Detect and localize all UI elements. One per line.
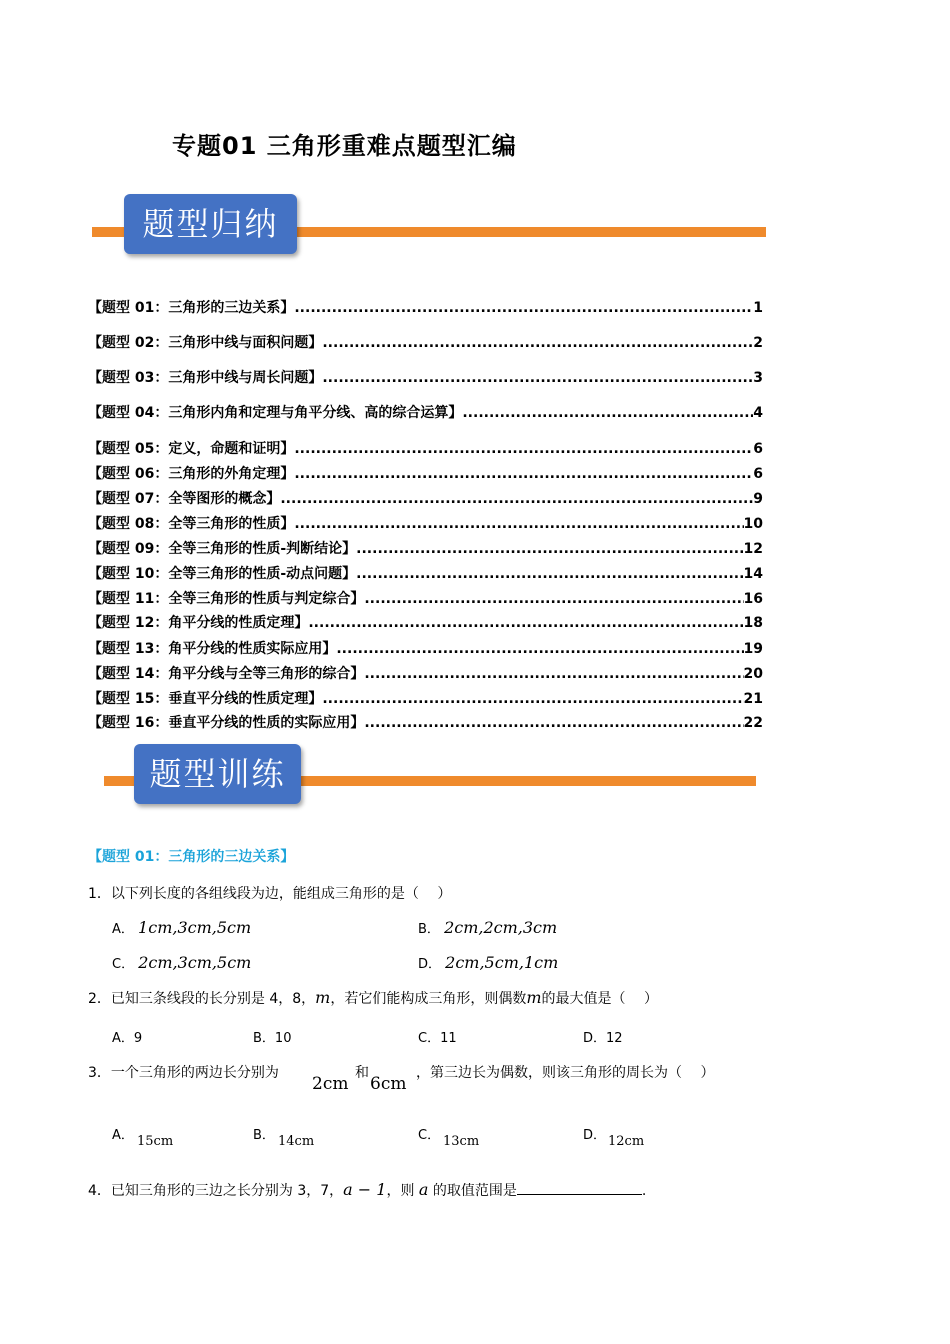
- toc-entry-label: 【题型 02：三角形中线与面积问题】: [88, 335, 323, 351]
- toc-leader-dots: [322, 691, 743, 707]
- stem-text: 的取值范围是: [428, 1183, 517, 1199]
- q1-option-a: [112, 918, 251, 937]
- toc-entry-label: 【题型 08：全等三角形的性质】: [88, 516, 295, 532]
- toc-entry-label: 【题型 06：三角形的外角定理】: [88, 466, 295, 482]
- toc-leader-dots: [322, 370, 753, 386]
- toc-entry[interactable]: [88, 438, 763, 458]
- q3-option-d: [583, 1124, 606, 1143]
- toc-entry-label: 【题型 04：三角形内角和定理与角平分线、高的综合运算】: [88, 405, 463, 421]
- variable-m: m: [526, 988, 542, 1007]
- variable-m: m: [315, 988, 331, 1007]
- q3-option-a: [112, 1124, 134, 1143]
- toc-entry[interactable]: [88, 663, 763, 683]
- toc-entry[interactable]: [88, 367, 763, 387]
- toc-leader-dots: [462, 405, 753, 421]
- banner-label: 题型归纳: [124, 194, 297, 254]
- toc-entry-label: 【题型 12：角平分线的性质定理】: [88, 615, 309, 631]
- option-value: 1cm,3cm,5cm: [138, 918, 252, 937]
- q3-option-b: [253, 1124, 275, 1143]
- toc-leader-dots: [364, 715, 743, 731]
- toc-entry[interactable]: [88, 638, 763, 658]
- option-value: 2cm,2cm,3cm: [444, 918, 558, 937]
- toc-leader-dots: [356, 566, 743, 582]
- toc-leader-dots: [364, 666, 743, 682]
- toc-page-number: 22: [743, 715, 763, 731]
- question-1-stem: 1．以下列长度的各组线段为边，能组成三角形的是（ ）: [88, 886, 452, 902]
- option-key: C．: [418, 1128, 441, 1143]
- toc-leader-dots: [294, 441, 753, 457]
- toc-leader-dots: [294, 516, 743, 532]
- option-key: C．: [112, 957, 135, 972]
- toc-page-number: 3: [753, 370, 763, 386]
- toc-entry[interactable]: [88, 332, 763, 352]
- answer-blank[interactable]: [517, 1180, 642, 1195]
- toc-leader-dots: [336, 641, 743, 657]
- toc-leader-dots: [308, 615, 743, 631]
- q2-option-b: B．10: [253, 1031, 292, 1046]
- option-key: B．: [418, 922, 440, 937]
- option-key: A．: [112, 1128, 134, 1143]
- toc-entry-label: 【题型 10：全等三角形的性质-动点问题】: [88, 566, 357, 582]
- page-title: 专题01 三角形重难点题型汇编: [172, 132, 517, 160]
- toc-page-number: 4: [753, 405, 763, 421]
- toc-page-number: 6: [753, 466, 763, 482]
- toc-entry-label: 【题型 16：垂直平分线的性质的实际应用】: [88, 715, 365, 731]
- toc-leader-dots: [364, 591, 743, 607]
- toc-entry-label: 【题型 07：全等图形的概念】: [88, 491, 281, 507]
- toc-entry[interactable]: [88, 463, 763, 483]
- toc-leader-dots: [294, 300, 753, 316]
- q1-option-b: [418, 918, 557, 937]
- toc-entry[interactable]: [88, 563, 763, 583]
- toc-page-number: 12: [743, 541, 763, 557]
- toc-entry[interactable]: [88, 538, 763, 558]
- option-key: D．: [418, 957, 442, 972]
- toc-entry[interactable]: [88, 297, 763, 317]
- toc-entry-label: 【题型 11：全等三角形的性质与判定综合】: [88, 591, 365, 607]
- option-key: B．: [253, 1128, 275, 1143]
- q3-value-2cm: 2cm: [312, 1074, 349, 1094]
- toc-entry[interactable]: [88, 402, 763, 422]
- q2-option-c: C．11: [418, 1031, 457, 1046]
- q3-option-d-value: 12cm: [608, 1134, 645, 1149]
- q3-option-c: [418, 1124, 440, 1143]
- option-key: A．: [112, 922, 134, 937]
- question-3-stem-a: 3．一个三角形的两边长分别为: [88, 1065, 279, 1081]
- toc-entry[interactable]: [88, 688, 763, 708]
- stem-text: 2．已知三条线段的长分别是 4，8，: [88, 991, 316, 1007]
- toc-leader-dots: [294, 466, 753, 482]
- toc-entry-label: 【题型 05：定义，命题和证明】: [88, 441, 295, 457]
- stem-text: 的最大值是（ ）: [541, 991, 658, 1007]
- toc-entry[interactable]: [88, 488, 763, 508]
- option-key: D．: [583, 1128, 607, 1143]
- section-heading: 【题型 01：三角形的三边关系】: [88, 849, 295, 865]
- question-4-stem: [88, 1180, 646, 1200]
- toc-page-number: 1: [753, 300, 763, 316]
- toc-page-number: 19: [743, 641, 763, 657]
- toc-entry[interactable]: [88, 712, 763, 732]
- toc-leader-dots: [322, 335, 753, 351]
- q1-option-d: [418, 953, 558, 972]
- toc-page-number: 9: [753, 491, 763, 507]
- q3-option-a-value: 15cm: [137, 1134, 174, 1149]
- question-3-stem-b: 和: [355, 1065, 369, 1081]
- q2-option-a: A．9: [112, 1031, 143, 1046]
- toc-leader-dots: [280, 491, 753, 507]
- banner-label: 题型训练: [134, 744, 301, 804]
- toc-entry[interactable]: [88, 588, 763, 608]
- q3-option-b-value: 14cm: [278, 1134, 315, 1149]
- stem-text: ，若它们能构成三角形，则偶数: [330, 991, 527, 1007]
- toc-page-number: 16: [743, 591, 763, 607]
- option-value: 2cm,5cm,1cm: [445, 953, 559, 972]
- toc-page-number: 2: [753, 335, 763, 351]
- toc-page-number: 18: [743, 615, 763, 631]
- toc-entry[interactable]: [88, 612, 763, 632]
- stem-text: 4．已知三角形的三边之长分别为 3，7，: [88, 1183, 344, 1199]
- toc-entry-label: 【题型 14：角平分线与全等三角形的综合】: [88, 666, 365, 682]
- toc-entry[interactable]: [88, 513, 763, 533]
- question-2-stem: [88, 988, 658, 1008]
- toc-page-number: 20: [743, 666, 763, 682]
- toc-leader-dots: [356, 541, 743, 557]
- toc-entry-label: 【题型 01：三角形的三边关系】: [88, 300, 295, 316]
- stem-text: ，则: [386, 1183, 419, 1199]
- q3-option-c-value: 13cm: [443, 1134, 480, 1149]
- toc-entry-label: 【题型 03：三角形中线与周长问题】: [88, 370, 323, 386]
- toc-page-number: 21: [743, 691, 763, 707]
- toc-page-number: 14: [743, 566, 763, 582]
- stem-text: .: [641, 1183, 647, 1199]
- question-3-stem-c: ，第三边长为偶数，则该三角形的周长为（ ）: [416, 1065, 715, 1081]
- toc-entry-label: 【题型 15：垂直平分线的性质定理】: [88, 691, 323, 707]
- q3-value-6cm: 6cm: [370, 1074, 407, 1094]
- q1-option-c: [112, 953, 251, 972]
- variable-a: a: [418, 1180, 429, 1199]
- toc-page-number: 6: [753, 441, 763, 457]
- expression: a − 1: [343, 1180, 387, 1199]
- toc-entry-label: 【题型 13：角平分线的性质实际应用】: [88, 641, 337, 657]
- option-value: 2cm,3cm,5cm: [138, 953, 252, 972]
- toc-page-number: 10: [743, 516, 763, 532]
- toc-entry-label: 【题型 09：全等三角形的性质-判断结论】: [88, 541, 357, 557]
- q2-option-d: D．12: [583, 1031, 623, 1046]
